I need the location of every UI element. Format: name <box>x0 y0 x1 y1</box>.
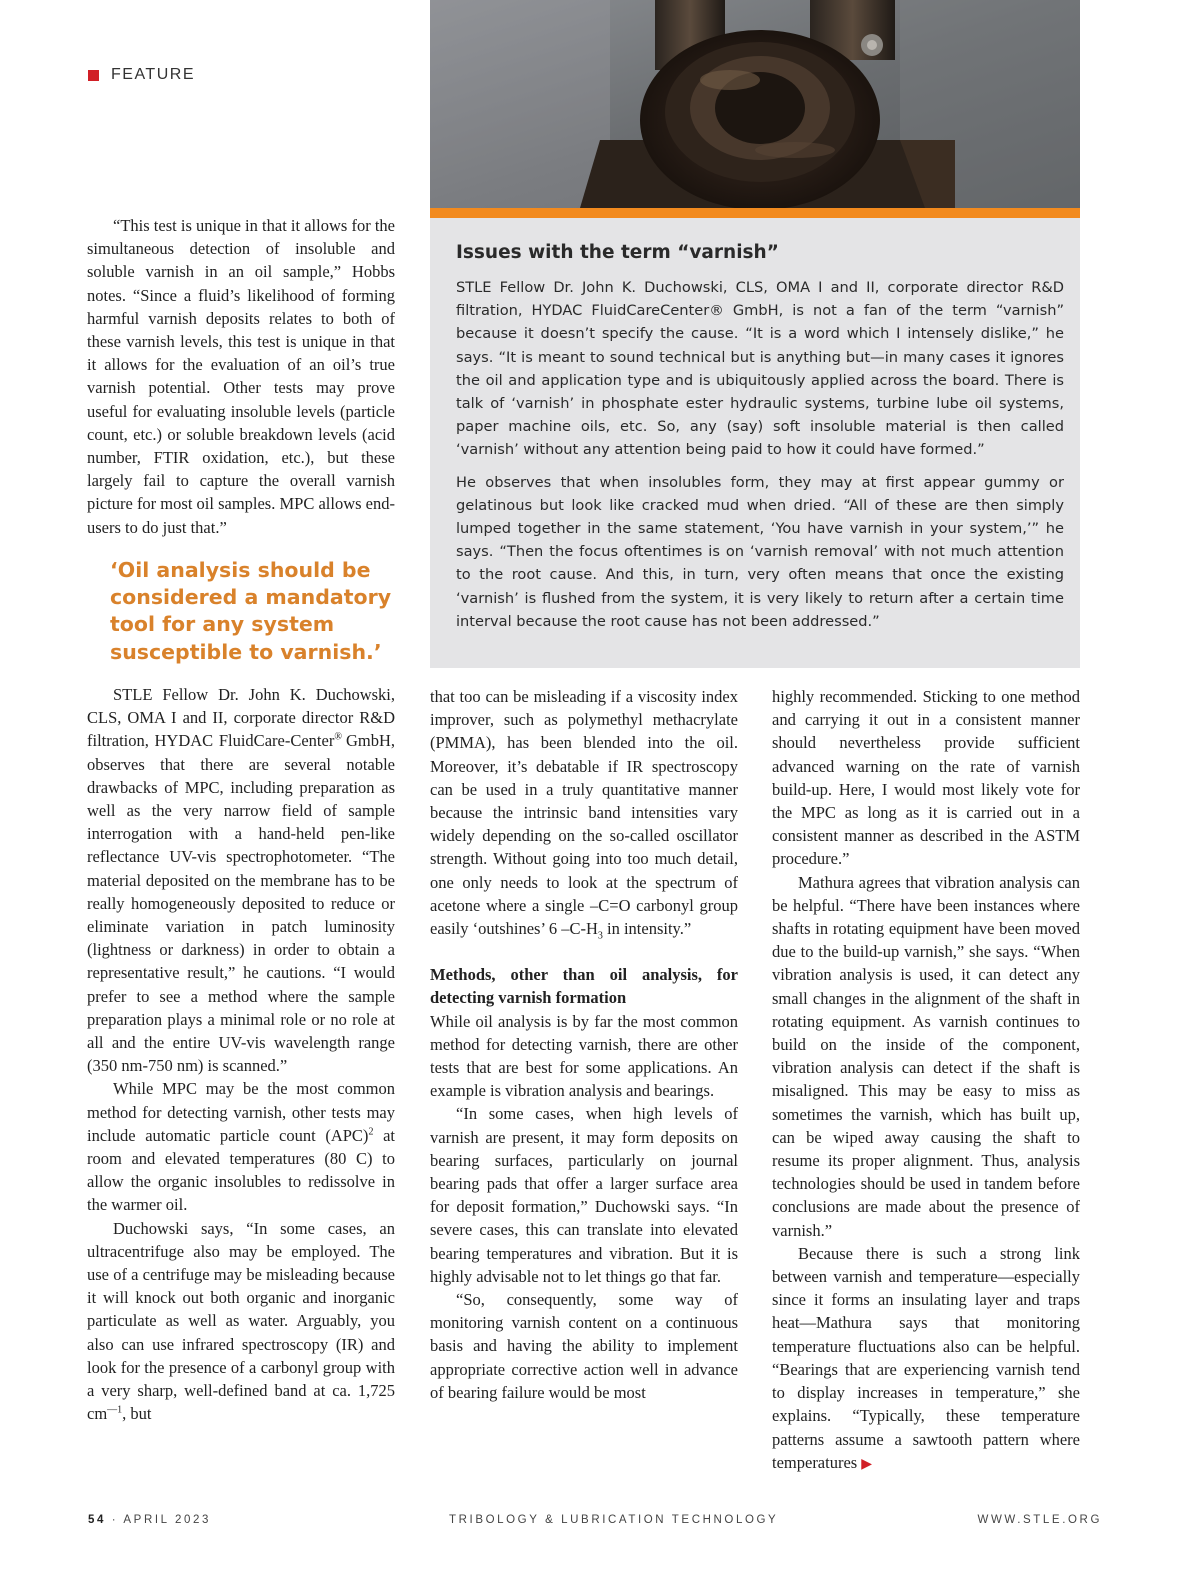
registered-mark: ® <box>334 731 346 743</box>
col2-paragraph-4: “So, consequently, some way of monitoring varnish content on a continuous basis and having the ability to implement appropriate corrective action well in advance of bearing failure would be most <box>430 1290 738 1402</box>
page-number: 54 <box>88 1514 106 1526</box>
col2-paragraph-3: “In some cases, when high levels of varnish are present, it may form deposits on bearing surfaces, particularly on journal bearing pads that offer a larger surface area for deposit formation,” Duchowski says. “In severe cases, this can translate into elevated bearing temperatures and vibration. But it is highly advisable not to let things go that far. <box>430 1104 738 1286</box>
section-tag <box>88 66 195 84</box>
col1-p2-text-b: GmbH, observes that there are several notable drawbacks of MPC, including preparation as well as the very narrow field of sample interrogation with a hand-held pen-like reflectance UV-vis spectrophotometer. “The material deposited on the membrane has to be really homogeneously deposited to reduce or eliminate variation in patch luminosity (lightness or darkness) in order to obtain a representative result,” he cautions. “I would prefer to see a method where the sample preparation plays a minimal role or no role at all and the entire UV-vis wavelength range (350 nm-750 nm) is scanned.” <box>87 731 395 1076</box>
sidebar-box <box>430 218 1080 668</box>
col1-paragraph-1: “This test is unique in that it allows for the simultaneous detection of insoluble and soluble varnish in an oil sample,” Hobbs notes. “Since a fluid’s likelihood of forming harmful varnish deposits relates to both of these varnish levels, this test is unique in that it allows for the evaluation of an oil’s true varnish potential. Other tests may prove useful for evaluating insoluble levels (particle count, etc.) or soluble breakdown levels (acid number, FTIR oxidation, etc.), but these largely fail to capture the overall varnish picture for most oil samples. MPC allows end-users to do just that.” <box>87 216 395 537</box>
varnished-bearing-photo <box>430 0 1080 208</box>
col3-paragraph-3 <box>772 1242 1080 1476</box>
issue-date: APRIL 2023 <box>123 1514 211 1526</box>
column-1-top <box>87 214 395 539</box>
column-1-bottom <box>87 683 395 1426</box>
col1-p3-text-a: While MPC may be the most common method for detecting varnish, other tests may include automatic particle count (APC) <box>87 1079 395 1145</box>
col3-paragraph-1: highly recommended. Sticking to one method and carrying it out in a consistent manner should nevertheless provide sufficient advanced warning on the rate of varnish build-up. Here, I would most likely vote for the MPC as long as it is carried out in a consistent manner as described in the ASTM procedure.” <box>772 687 1080 869</box>
pull-quote: ‘Oil analysis should be considered a mandatory tool for any system susceptible to varnish.’ <box>110 558 392 664</box>
column-2 <box>430 685 738 1404</box>
col2-p1-text-a: that too can be misleading if a viscosity index improver, such as polymethyl methacrylate (PMMA), has been blended into the oil. Moreover, it’s debatable if IR spectroscopy can be used in a truly quantitative manner because the intrinsic band intensities vary widely depending on the so-called oscillator strength. Without going into too much detail, one only needs to look at the spectrum of acetone where a single –C=O carbonyl group easily ‘outshines’ 6 –C-H <box>430 687 738 939</box>
col1-paragraph-4 <box>87 1217 395 1426</box>
footer-separator: · <box>111 1514 119 1526</box>
website-url: WWW.STLE.ORG <box>977 1514 1102 1526</box>
section-heading: Methods, other than oil analysis, for detecting varnish formation <box>430 965 738 1008</box>
superscript-minus-1: —1 <box>107 1404 123 1416</box>
sidebar-title: Issues with the term “varnish” <box>456 242 779 263</box>
reference-2: 2 <box>368 1126 374 1138</box>
col3-p3-text: Because there is such a strong link between varnish and temperature—especially since it forms an insulating layer and traps heat—Mathura says that monitoring temperature fluctuations also can be helpful. “Bearings that are experiencing varnish tend to display increases in temperature,” she explains. “Typically, these temperature patterns assume a sawtooth pattern where temperatures <box>772 1243 1080 1472</box>
section-marker-square <box>88 70 99 81</box>
col1-paragraph-3 <box>87 1077 395 1216</box>
col1-p2-text-a: STLE Fellow Dr. John K. Duchowski, CLS, OMA I and II, corporate director R&D filtration, HYDAC FluidCare-Center <box>87 685 395 751</box>
spacer <box>430 940 738 963</box>
col1-p3-text-b: at room and elevated temperatures (80 C) to allow the organic insolubles to redissolve in the warmer oil. <box>87 1125 395 1215</box>
sidebar-paragraph-2: He observes that when insolubles form, they may at first appear gummy or gelatinous but look like cracked mud when dried. “All of these are then simply lumped together in the same statement, ‘You have varnish in your system,’” he says. “Then the focus oftentimes is on ‘varnish removal’ with not much attention to the root cause. And this, in turn, very often means that once the existing ‘varnish’ is flushed from the system, it is very likely to return after a certain time interval because the root cause has not been addressed.” <box>456 473 1064 630</box>
continue-arrow-icon: ▶ <box>861 1456 872 1472</box>
photo-orange-bar <box>430 208 1080 218</box>
section-label: FEATURE <box>111 66 195 83</box>
col1-paragraph-2 <box>87 683 395 1077</box>
column-3 <box>772 685 1080 1476</box>
subscript-3: 3 <box>597 930 603 942</box>
footer-left <box>88 1514 211 1526</box>
col2-paragraph-2: While oil analysis is by far the most common method for detecting varnish, there are other tests that are best for some applications. An example is vibration analysis and bearings. <box>430 1011 738 1101</box>
col3-paragraph-2: Mathura agrees that vibration analysis can be helpful. “There have been instances where shafts in rotating equipment have been moved due to the build-up varnish,” she says. “When vibration analysis is used, it can detect any small changes in the alignment of the shaft in rotating equipment. As varnish continues to build on the inside of the component, vibration analysis can detect if the shaft is misaligned. This may be easy to miss as sometimes the varnish, which has built up, can be wiped away causing the shaft to resume its proper alignment. Thus, analysis technologies should be used in tandem before conclusions are made about the presence of varnish.” <box>772 872 1080 1240</box>
publication-name: TRIBOLOGY & LUBRICATION TECHNOLOGY <box>449 1514 779 1526</box>
col1-p4-text-a: Duchowski says, “In some cases, an ultracentrifuge also may be employed. The use of a centrifuge may be misleading because it will knock out both organic and inorganic particulate as well as water. Arguably, you also can use infrared spectroscopy (IR) and look for the presence of a carbonyl group with a very sharp, well-defined band at ca. 1,725 cm <box>87 1218 395 1424</box>
col2-paragraph-1 <box>430 685 738 940</box>
article-photo <box>430 0 1080 208</box>
col1-p4-text-b: , but <box>122 1404 152 1424</box>
col2-p1-text-b: in intensity.” <box>602 919 692 939</box>
sidebar-paragraph-1: STLE Fellow Dr. John K. Duchowski, CLS, OMA I and II, corporate director R&D filtration, HYDAC FluidCareCenter® GmbH, is not a fan of the term “varnish” because it doesn’t specify the cause. “It is a word which I intensely dislike,” he says. “It is meant to sound technical but is anything but—in many cases it ignores the oil and application type and is ubiquitously applied across the board. There is talk of ‘varnish’ in phosphate ester hydraulic systems, turbine lube oil systems, paper machine oils, etc. So, any (say) soft insoluble material is then called ‘varnish’ without any attention being paid to how it could have formed.” <box>456 279 1064 459</box>
